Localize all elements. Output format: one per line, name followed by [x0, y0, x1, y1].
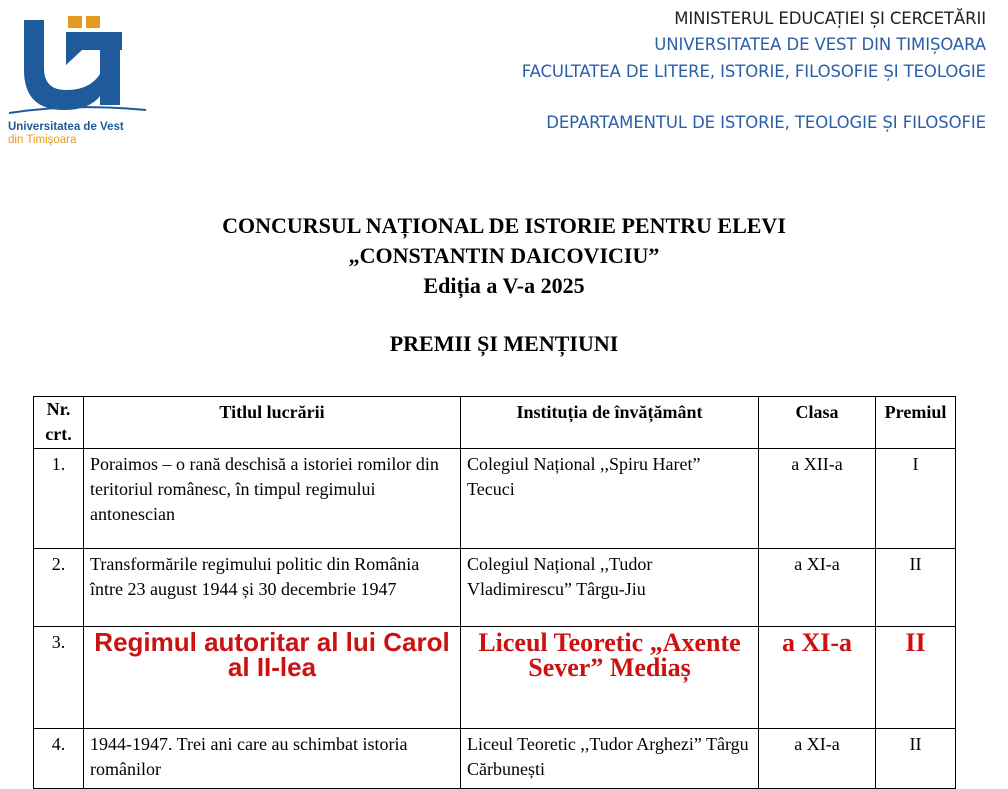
row-title: Poraimos – o rană deschisă a istoriei romilor din teritoriul românesc, în timpul regimului antonescian [84, 449, 461, 549]
section-title: PREMII ȘI MENȚIUNI [389, 331, 619, 356]
faculty-heading: FACULTATEA DE LITERE, ISTORIE, FILOSOFIE ȘI TEOLOGIE [521, 62, 986, 81]
header-title: Titlul lucrării [84, 397, 461, 449]
competition-name: „CONSTANTIN DAICOVICIU” [348, 243, 660, 268]
department-heading: DEPARTAMENTUL DE ISTORIE, TEOLOGIE ȘI FILOSOFIE [546, 113, 986, 132]
table-header-row [34, 397, 956, 449]
row-title: 1944-1947. Trei ani care au schimbat istoria românilor [84, 729, 461, 789]
row-class: a XI-a [759, 729, 876, 789]
row-nr: 4. [34, 729, 84, 789]
header-nr: Nr. crt. [34, 397, 84, 449]
row-nr: 1. [34, 449, 84, 549]
table-row [34, 729, 956, 789]
edition-title: Ediția a V-a 2025 [423, 273, 585, 298]
row-prize: II [876, 549, 956, 627]
table-row [34, 449, 956, 549]
row-institution: Colegiul Național ,,Spiru Haret” Tecuci [461, 449, 759, 549]
row-prize: II [876, 729, 956, 789]
row-institution: Liceul Teoretic ,,Tudor Arghezi” Târgu Cărbunești [461, 729, 759, 789]
logo-name: Universitatea de Vest [8, 121, 124, 133]
logo-wordmark [8, 121, 124, 147]
prizes-table [33, 396, 956, 789]
table-row-highlighted [34, 627, 956, 729]
row-title: Regimul autoritar al lui Carol al II-lea [84, 627, 461, 729]
row-class: a XI-a [759, 549, 876, 627]
row-class: a XI-a [759, 627, 876, 729]
row-class: a XII-a [759, 449, 876, 549]
university-heading: UNIVERSITATEA DE VEST DIN TIMIȘOARA [654, 35, 986, 54]
row-prize: II [876, 627, 956, 729]
header-prize: Premiul [876, 397, 956, 449]
logo-subname: din Timişoara [8, 134, 77, 146]
row-institution: Colegiul Național ,,Tudor Vladimirescu” Târgu-Jiu [461, 549, 759, 627]
row-institution: Liceul Teoretic „Axente Sever” Mediaș [461, 627, 759, 729]
table-row [34, 549, 956, 627]
header-institution: Instituția de învățământ [461, 397, 759, 449]
row-prize: I [876, 449, 956, 549]
ministry-heading: MINISTERUL EDUCAȚIEI ȘI CERCETĂRII [674, 9, 986, 28]
row-title: Transformările regimului politic din România între 23 august 1944 și 30 decembrie 1947 [84, 549, 461, 627]
row-nr: 2. [34, 549, 84, 627]
competition-title: CONCURSUL NAȚIONAL DE ISTORIE PENTRU ELEVI [222, 213, 786, 238]
row-nr: 3. [34, 627, 84, 729]
header-class: Clasa [759, 397, 876, 449]
